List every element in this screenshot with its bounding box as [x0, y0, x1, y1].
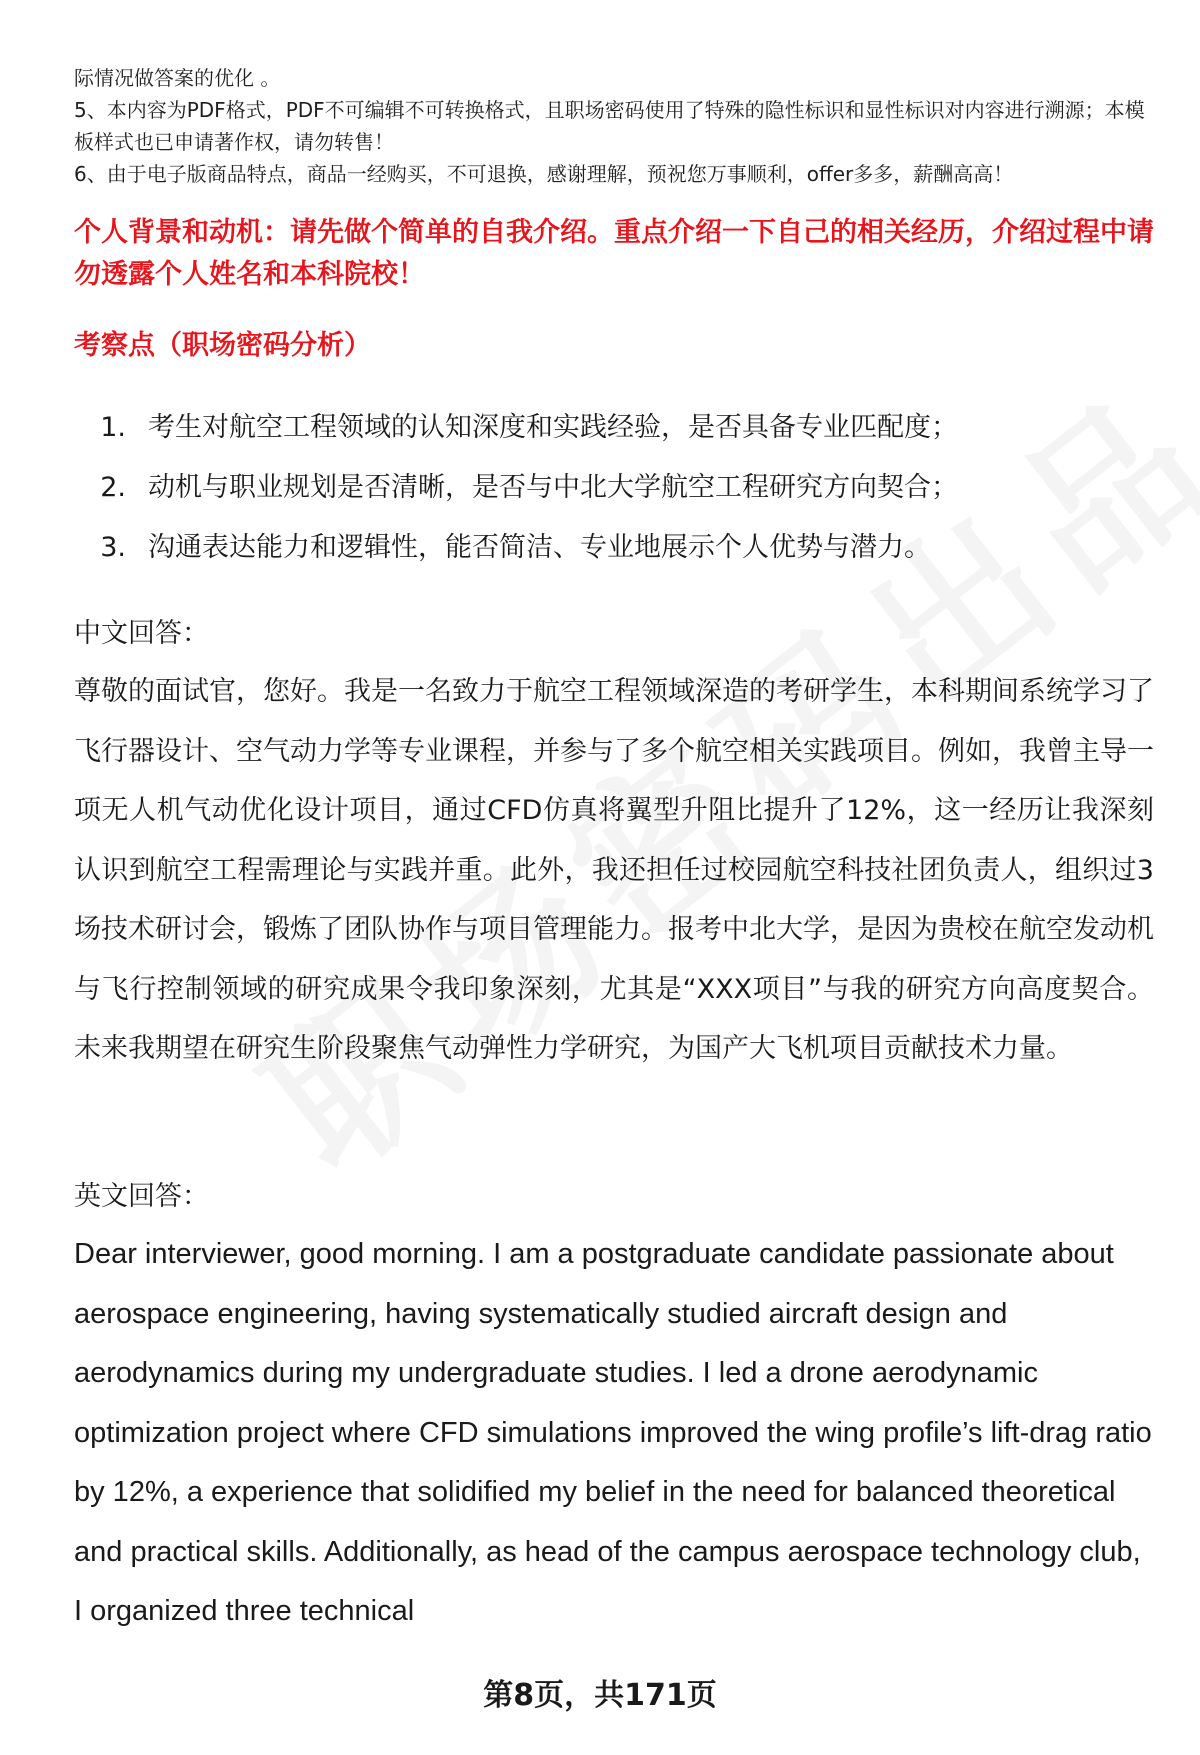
note-line: 5、本内容为PDF格式，PDF不可编辑不可转换格式，且职场密码使用了特殊的隐性标识和显性标识对内容进行溯源；本模板样式也已申请著作权，请勿转售！ — [74, 98, 1145, 154]
note-line: 6、由于电子版商品特点，商品一经购买，不可退换，感谢理解，预祝您万事顺利，offer多多，薪酬高高！ — [74, 162, 1014, 186]
note-line: 际情况做答案的优化 。 — [74, 66, 281, 90]
list-item — [74, 398, 1164, 458]
english-answer-label: 英文回答： — [74, 1181, 209, 1212]
list-text: 考生对航空工程领域的认知深度和实践经验，是否具备专业匹配度； — [148, 412, 958, 443]
list-text: 动机与职业规划是否清晰，是否与中北大学航空工程研究方向契合； — [148, 472, 958, 503]
list-item — [74, 518, 1164, 578]
page-number: 第8页，共171页 — [483, 1678, 717, 1713]
chinese-answer-label: 中文回答： — [74, 618, 209, 649]
question-heading: 个人背景和动机：请先做个简单的自我介绍。重点介绍一下自己的相关经历，介绍过程中请勿透露个人姓名和本科院校！ — [74, 217, 1154, 290]
list-number: 2. — [100, 472, 126, 503]
chinese-answer: 尊敬的面试官，您好。我是一名致力于航空工程领域深造的考研学生，本科期间系统学习了飞行器设计、空气动力学等专业课程，并参与了多个航空相关实践项目。例如，我曾主导一项无人机气动优化设计项目，通过CFD仿真将翼型升阻比提升了12%，这一经历让我深刻认识到航空工程需理论与实践并重。此外，我还担任过校园航空科技社团负责人，组织过3场技术研讨会，锻炼了团队协作与项目管理能力。报考中北大学，是因为贵校在航空发动机与飞行控制领域的研究成果令我印象深刻，尤其是“XXX项目”与我的研究方向高度契合。未来我期望在研究生阶段聚焦气动弹性力学研究，为国产大飞机项目贡献技术力量。 — [74, 676, 1154, 1064]
assessment-points-list — [74, 398, 1164, 578]
notes-block — [74, 62, 1164, 190]
points-heading: 考察点（职场密码分析） — [74, 330, 371, 361]
list-number: 1. — [100, 412, 126, 443]
list-number: 3. — [100, 532, 126, 563]
list-text: 沟通表达能力和逻辑性，能否简洁、专业地展示个人优势与潜力。 — [148, 532, 931, 563]
english-answer: Dear interviewer, good morning. I am a postgraduate candidate passionate about aerospace engineering, having systematically studied aircraft design and aerodynamics during my undergraduate studies. I led a drone aerodynamic optimization project where CFD simulations improved the wing profile’s lift-drag ratio by 12%, a experience that solidified my belief in the need for balanced theoretical and practical skills. Additionally, as head of the campus aerospace technology club, I organized three technical — [74, 1238, 1152, 1627]
list-item — [74, 458, 1164, 518]
